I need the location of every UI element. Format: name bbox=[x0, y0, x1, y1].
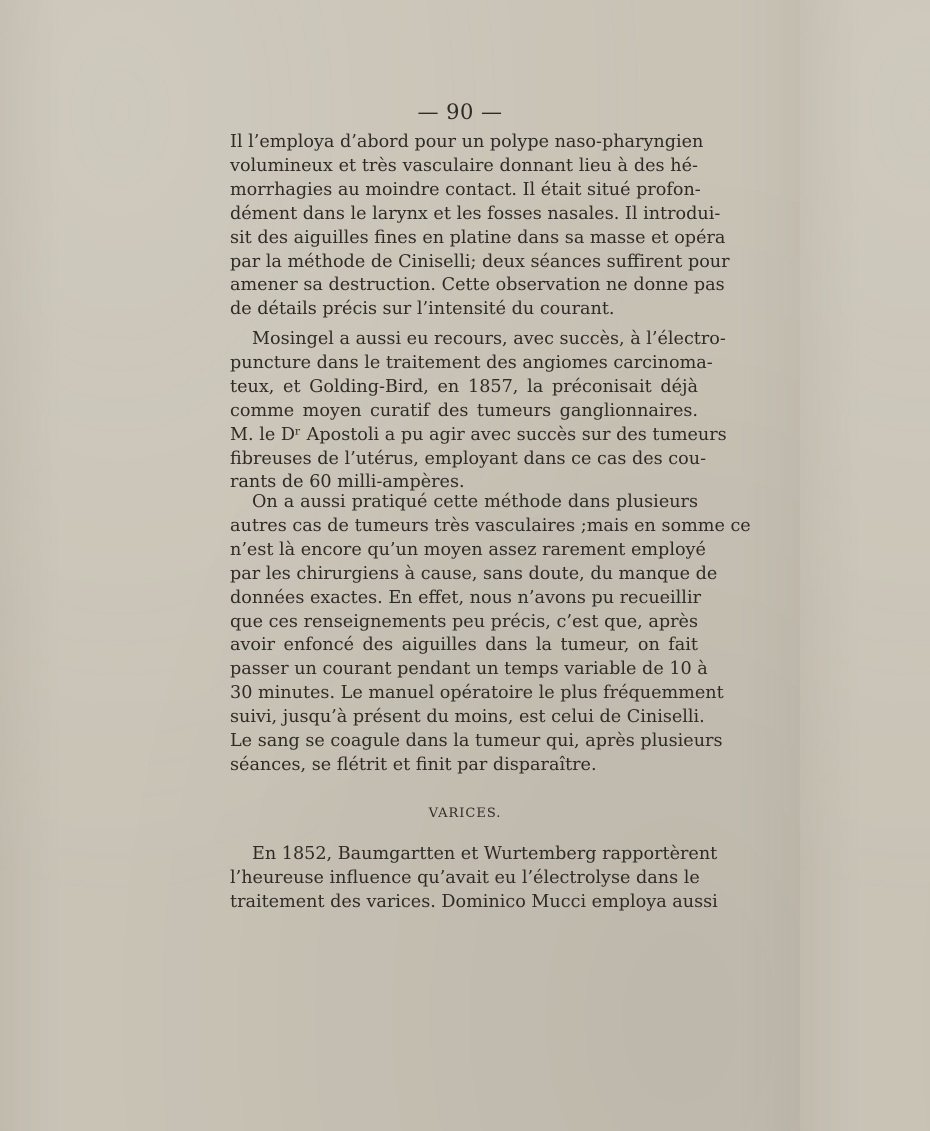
text-line: amener sa destruction. Cette observation ne donne pas bbox=[230, 275, 725, 296]
text-line: dément dans le larynx et les fosses nasales. Il introdui- bbox=[230, 203, 721, 224]
text-line: suivi, jusqu’à présent du moins, est celui de Ciniselli. bbox=[230, 707, 705, 728]
text-line: traitement des varices. Dominico Mucci employa aussi bbox=[230, 891, 718, 912]
text-line: Le sang se coagule dans la tumeur qui, après plusieurs bbox=[230, 731, 723, 752]
text-line: Mosingel a aussi eu recours, avec succès, à l’électro- bbox=[252, 329, 726, 349]
text-line: par les chirurgiens à cause, sans doute, du manque de bbox=[230, 563, 718, 584]
text-line: M. le Dʳ Apostoli a pu agir avec succès sur des tumeurs bbox=[230, 424, 727, 445]
paragraph-2 bbox=[230, 328, 727, 495]
text-line: l’heureuse influence qu’avait eu l’électrolyse dans le bbox=[230, 867, 700, 888]
text-line: n’est là encore qu’un moyen assez rarement employé bbox=[230, 539, 706, 560]
text-line: données exactes. En effet, nous n’avons pu recueillir bbox=[230, 587, 701, 608]
text-line: En 1852, Baumgartten et Wurtemberg rapportèrent bbox=[252, 844, 718, 864]
text-line: avoir enfoncé des aiguilles dans la tumeur, on fait bbox=[230, 635, 698, 656]
text-line: Il l’employa d’abord pour un polype naso-pharyngien bbox=[230, 132, 704, 152]
text-line: autres cas de tumeurs très vasculaires ;mais en somme ce bbox=[230, 515, 751, 536]
text-line: par la méthode de Ciniselli; deux séances suffirent pour bbox=[230, 251, 730, 272]
paragraph-1 bbox=[230, 131, 730, 322]
text-line: de détails précis sur l’intensité du courant. bbox=[230, 299, 615, 320]
text-line: séances, se flétrit et finit par disparaître. bbox=[230, 754, 597, 775]
text-line: passer un courant pendant un temps variable de 10 à bbox=[230, 659, 708, 680]
text-line: teux, et Golding-Bird, en 1857, la préconisait déjà bbox=[230, 376, 698, 397]
paragraph-3 bbox=[230, 491, 751, 778]
text-line: morrhagies au moindre contact. Il était situé profon- bbox=[230, 179, 701, 200]
text-line: puncture dans le traitement des angiomes carcinoma- bbox=[230, 352, 713, 373]
text-line: 30 minutes. Le manuel opératoire le plus fréquemment bbox=[230, 683, 724, 704]
text-line: volumineux et très vasculaire donnant lieu à des hé- bbox=[230, 155, 698, 176]
text-line: rants de 60 milli-ampères. bbox=[230, 472, 465, 493]
text-line: comme moyen curatif des tumeurs ganglionnaires. bbox=[230, 400, 698, 421]
page-number: — 90 — bbox=[417, 100, 503, 124]
section-heading: VARICES. bbox=[428, 806, 502, 821]
text-line: On a aussi pratiqué cette méthode dans plusieurs bbox=[252, 492, 698, 512]
text-line: que ces renseignements peu précis, c’est que, après bbox=[230, 611, 698, 632]
text-line: sit des aiguilles fines en platine dans sa masse et opéra bbox=[230, 227, 726, 248]
paragraph-4 bbox=[230, 843, 718, 915]
text-line: fibreuses de l’utérus, employant dans ce cas des cou- bbox=[230, 448, 707, 469]
